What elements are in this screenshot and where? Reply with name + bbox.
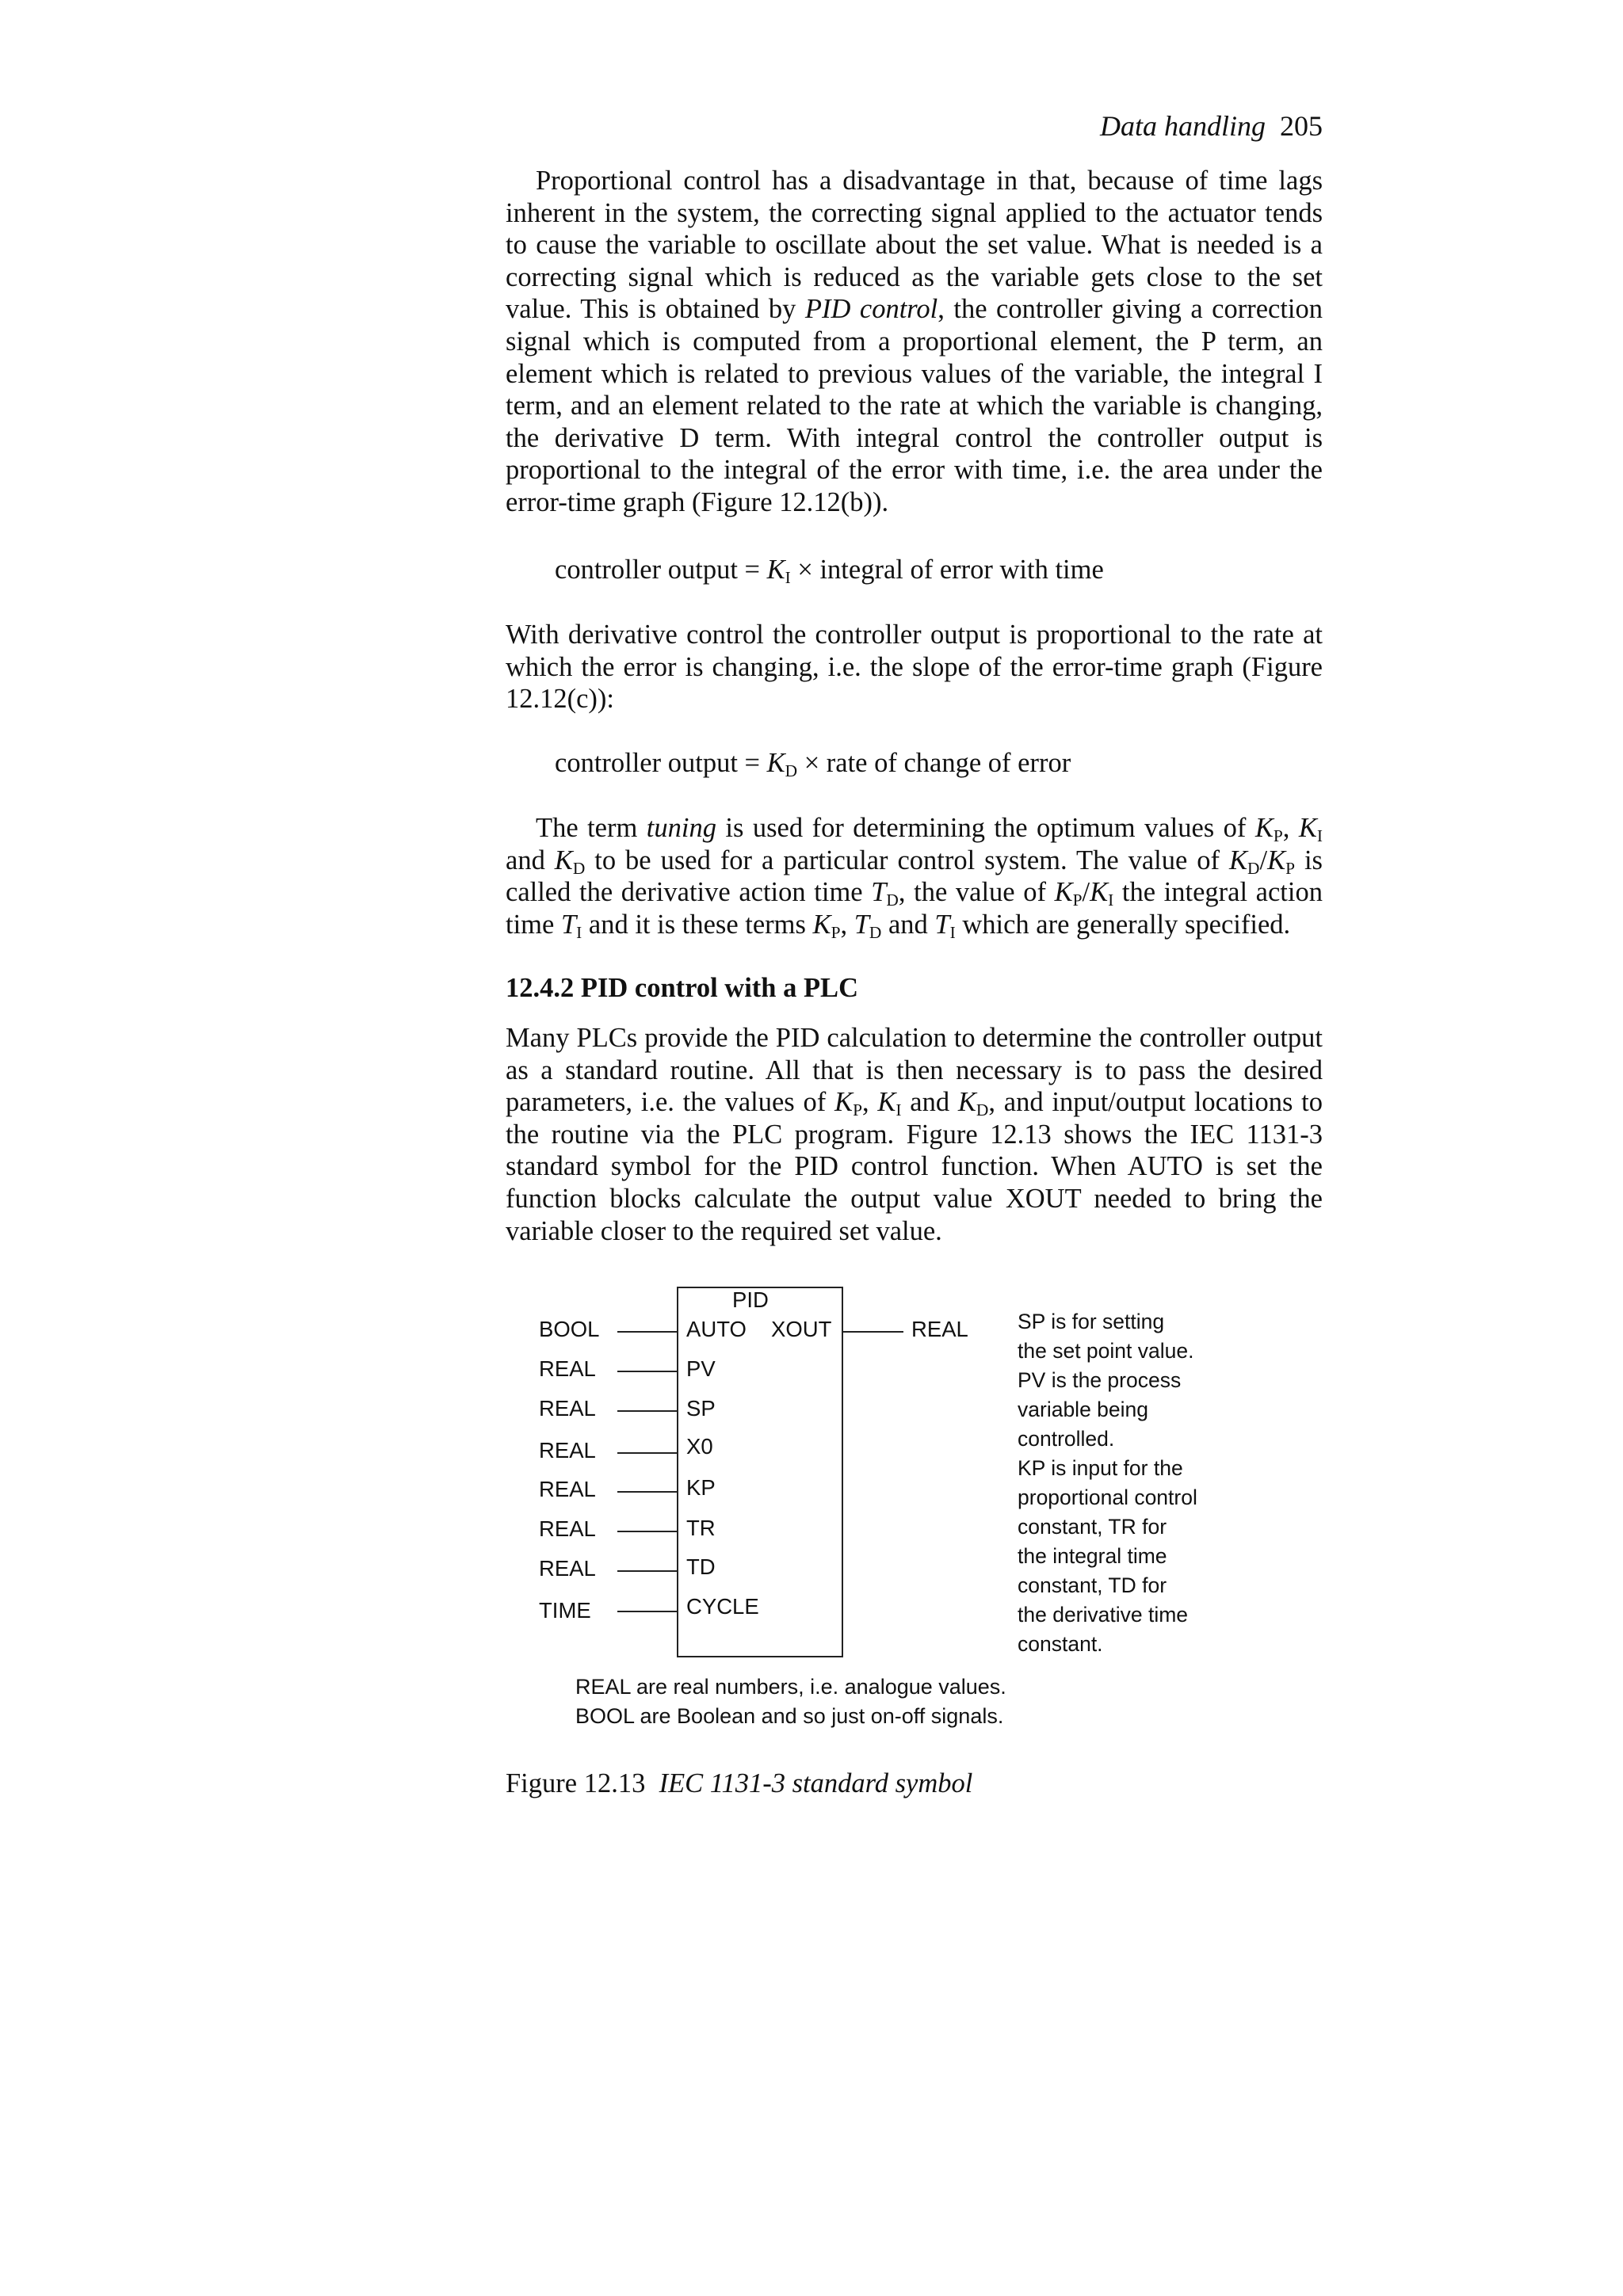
note-line: the derivative time <box>1018 1603 1189 1627</box>
figure-caption <box>506 1768 972 1799</box>
legend-line: REAL are real numbers, i.e. analogue values. <box>575 1675 1006 1699</box>
subscript: D <box>572 858 586 878</box>
symbol-t: T <box>871 877 887 908</box>
input-type-label: REAL <box>539 1516 596 1541</box>
text: which are generally specified. <box>955 909 1291 940</box>
formula-k: K <box>766 555 785 585</box>
text: is called the derivative action time <box>506 845 1323 908</box>
subscript: I <box>896 1100 902 1120</box>
subscript: P <box>831 922 841 942</box>
text: , and input/output locations to the routine via the PLC program. Figure 12.13 shows the IEC 1131-3 standard symbol for the PID control function. When AUTO is set the function blocks calculate the output value XOUT needed to bring the variable closer to the required set value. <box>506 1087 1323 1246</box>
input-wire <box>617 1410 677 1412</box>
paragraph-plc <box>506 1022 1323 1247</box>
formula-sub: D <box>785 761 798 780</box>
input-port-label: TD <box>686 1554 716 1579</box>
input-type-label: REAL <box>539 1438 596 1463</box>
figure-side-note <box>1018 1307 1247 1659</box>
running-header <box>872 109 1323 143</box>
note-line: proportional control <box>1018 1486 1197 1509</box>
output-port-label: XOUT <box>771 1317 832 1341</box>
subscript: D <box>869 922 882 942</box>
input-type-label: REAL <box>539 1356 596 1381</box>
input-wire <box>617 1531 677 1532</box>
section-heading: 12.4.2 PID control with a PLC <box>506 973 858 1003</box>
paragraph-pid-intro <box>506 165 1323 519</box>
symbol-k: K <box>554 845 573 875</box>
page-number: 205 <box>1280 110 1323 142</box>
input-type-label: REAL <box>539 1477 596 1501</box>
text: / <box>1082 877 1090 908</box>
pid-control-term: PID control <box>804 294 938 325</box>
running-header-title: Data handling <box>1099 110 1266 142</box>
subscript: I <box>1316 826 1323 845</box>
symbol-k: K <box>877 1087 896 1118</box>
paragraph-derivative: With derivative control the controller output is proportional to the rate at which the error is changing, i.e. the slope of the error-time graph (Figure 12.12(c)): <box>506 620 1323 715</box>
symbol-k: K <box>1298 813 1317 843</box>
text: and it is these terms <box>582 909 813 940</box>
input-port-label: TR <box>686 1516 716 1540</box>
text: and <box>881 909 935 940</box>
input-type-label: TIME <box>539 1598 591 1623</box>
text: Many PLCs provide the PID calculation to determine the controller output as a standard routine. All that is then necessary is to pass the desired parameters, i.e. the values of <box>506 1023 1323 1118</box>
note-line: constant, TR for <box>1018 1515 1167 1539</box>
symbol-k: K <box>1267 845 1286 875</box>
text: The term <box>536 813 647 843</box>
input-port-label: CYCLE <box>686 1594 759 1619</box>
formula-lhs: controller output = <box>555 748 767 778</box>
symbol-k: K <box>1090 877 1109 908</box>
note-line: PV is the process <box>1018 1368 1182 1392</box>
note-line: constant. <box>1018 1632 1103 1656</box>
symbol-k: K <box>1254 813 1274 843</box>
subscript: I <box>1108 891 1114 910</box>
symbol-k: K <box>1229 845 1248 875</box>
subscript: D <box>976 1100 989 1120</box>
formula-sub: I <box>785 567 791 587</box>
formula-derivative <box>555 748 1071 779</box>
input-wire <box>617 1371 677 1372</box>
figure-caption-title: IEC 1131-3 standard symbol <box>659 1768 973 1798</box>
text: and <box>901 1087 958 1118</box>
tuning-term: tuning <box>646 813 716 843</box>
text: , the value of <box>898 877 1055 908</box>
symbol-k: K <box>957 1087 976 1118</box>
formula-rhs: × integral of error with time <box>790 555 1104 585</box>
input-wire <box>617 1491 677 1493</box>
text: to be used for a particular control system. The value of <box>585 845 1230 875</box>
output-type-label: REAL <box>911 1317 968 1341</box>
pid-block-title: PID <box>732 1287 769 1312</box>
paragraph-text: , the controller giving a correction signal which is computed from a proportional element, the P term, an element which is related to previous values of the variable, the integral I term, and an element related to the rate at which the variable is changing, the derivative D term. With integral control the controller output is proportional to the integral of the error with time, i.e. the area under the error-time graph (Figure 12.12(b)). <box>506 294 1323 517</box>
note-line: controlled. <box>1018 1427 1115 1451</box>
symbol-k: K <box>812 909 831 940</box>
figure-caption-number: Figure 12.13 <box>506 1768 646 1798</box>
input-wire <box>617 1570 677 1572</box>
subscript: D <box>1247 858 1260 878</box>
input-wire <box>617 1331 677 1333</box>
paragraph-text: Proportional control has a disadvantage in that, because of time lags inherent in the system, the correcting signal applied to the actuator tends to cause the variable to oscillate about the set value. What is needed is a correcting signal which is reduced as the variable gets close to the set value. This is obtained by <box>506 166 1323 325</box>
text: , <box>840 909 854 940</box>
input-port-label: PV <box>686 1356 716 1381</box>
subscript: I <box>949 922 956 942</box>
note-line: constant, TD for <box>1018 1573 1167 1597</box>
input-wire <box>617 1452 677 1454</box>
output-wire <box>843 1331 903 1333</box>
formula-integral <box>555 555 1104 585</box>
paragraph-tuning <box>506 812 1323 940</box>
subscript: P <box>853 1100 862 1120</box>
subscript: D <box>886 891 899 910</box>
text: / <box>1259 845 1268 875</box>
text: is used for determining the optimum values of <box>716 813 1255 843</box>
figure-legend <box>575 1672 1006 1731</box>
input-port-label: SP <box>686 1396 716 1421</box>
subscript: P <box>1072 891 1083 910</box>
formula-k: K <box>766 748 785 778</box>
symbol-t: T <box>934 909 950 940</box>
formula-lhs: controller output = <box>555 555 767 585</box>
note-line: SP is for setting <box>1018 1310 1165 1333</box>
note-line: the set point value. <box>1018 1339 1194 1363</box>
symbol-t: T <box>560 909 577 940</box>
symbol-k: K <box>834 1087 854 1118</box>
text: the integral action time <box>506 877 1323 940</box>
symbol-k: K <box>1054 877 1073 908</box>
subscript: I <box>576 922 582 942</box>
note-line: the integral time <box>1018 1544 1167 1568</box>
subscript: P <box>1273 826 1283 845</box>
legend-line: BOOL are Boolean and so just on-off signals. <box>575 1704 1004 1728</box>
input-port-label: X0 <box>686 1434 713 1459</box>
text: and <box>506 845 555 875</box>
pid-function-block <box>677 1287 843 1657</box>
input-type-label: BOOL <box>539 1317 600 1341</box>
input-port-label: KP <box>686 1475 716 1500</box>
subscript: P <box>1285 858 1295 878</box>
text: , <box>861 1087 878 1118</box>
input-port-label: AUTO <box>686 1317 747 1341</box>
input-type-label: REAL <box>539 1556 596 1581</box>
symbol-t: T <box>854 909 869 940</box>
formula-rhs: × rate of change of error <box>797 748 1071 778</box>
note-line: KP is input for the <box>1018 1456 1183 1480</box>
text: , <box>1282 813 1299 843</box>
note-line: variable being <box>1018 1398 1149 1421</box>
input-wire <box>617 1611 677 1612</box>
input-type-label: REAL <box>539 1396 596 1421</box>
